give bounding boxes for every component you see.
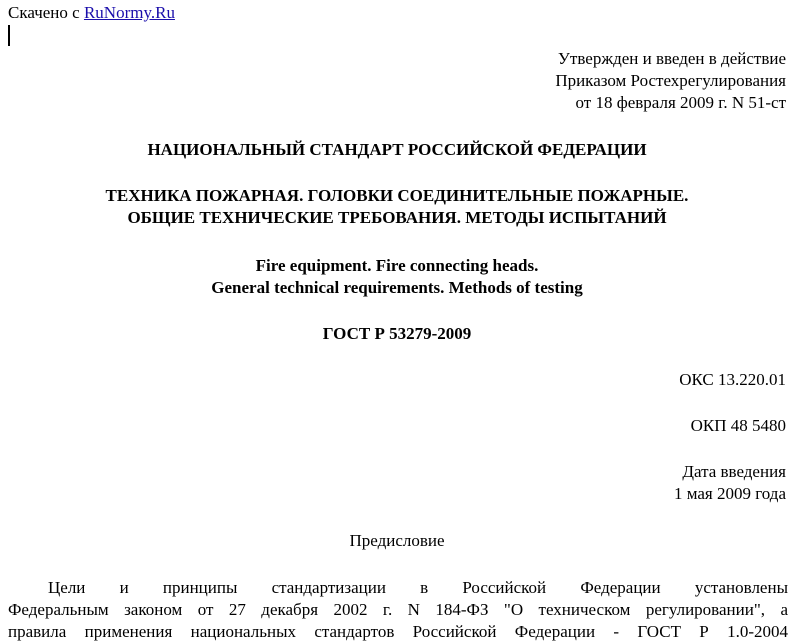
oks-code: ОКС 13.220.01 bbox=[679, 370, 786, 389]
approval-line-1: Утвержден и введен в действие bbox=[557, 49, 786, 68]
download-source-line bbox=[8, 3, 175, 23]
intro-date-value: 1 мая 2009 года bbox=[673, 484, 786, 503]
gost-number: ГОСТ Р 53279-2009 bbox=[322, 324, 472, 343]
text-cursor bbox=[8, 25, 10, 46]
foreword-line-3: правила применения национальных стандартов Российской Федерации - ГОСТ Р 1.0-2004 bbox=[8, 622, 788, 641]
national-standard-title: НАЦИОНАЛЬНЫЙ СТАНДАРТ РОССИЙСКОЙ ФЕДЕРАЦИИ bbox=[147, 140, 647, 159]
document-title-en-line-1: Fire equipment. Fire connecting heads. bbox=[255, 256, 539, 275]
document-title-ru-line-2: ОБЩИЕ ТЕХНИЧЕСКИЕ ТРЕБОВАНИЯ. МЕТОДЫ ИСПЫТАНИЙ bbox=[127, 208, 667, 227]
foreword-line-2: Федеральным законом от 27 декабря 2002 г. N 184-ФЗ "О техническом регулировании", а bbox=[8, 600, 788, 619]
okp-code: ОКП 48 5480 bbox=[690, 416, 786, 435]
intro-date-label: Дата введения bbox=[682, 462, 786, 481]
download-source-prefix: Скачено с bbox=[8, 3, 80, 22]
document-title-ru-line-1: ТЕХНИКА ПОЖАРНАЯ. ГОЛОВКИ СОЕДИНИТЕЛЬНЫЕ ПОЖАРНЫЕ. bbox=[105, 186, 689, 205]
foreword-heading: Предисловие bbox=[349, 531, 445, 550]
approval-line-2: Приказом Ростехрегулирования bbox=[555, 71, 786, 90]
foreword-paragraph bbox=[8, 577, 788, 643]
foreword-line-1: Цели и принципы стандартизации в Российской Федерации установлены bbox=[48, 578, 788, 597]
document-title-en-line-2: General technical requirements. Methods of testing bbox=[211, 278, 583, 297]
approval-line-3: от 18 февраля 2009 г. N 51-ст bbox=[575, 93, 786, 112]
runormy-site-link[interactable]: RuNormy.Ru bbox=[83, 3, 175, 22]
